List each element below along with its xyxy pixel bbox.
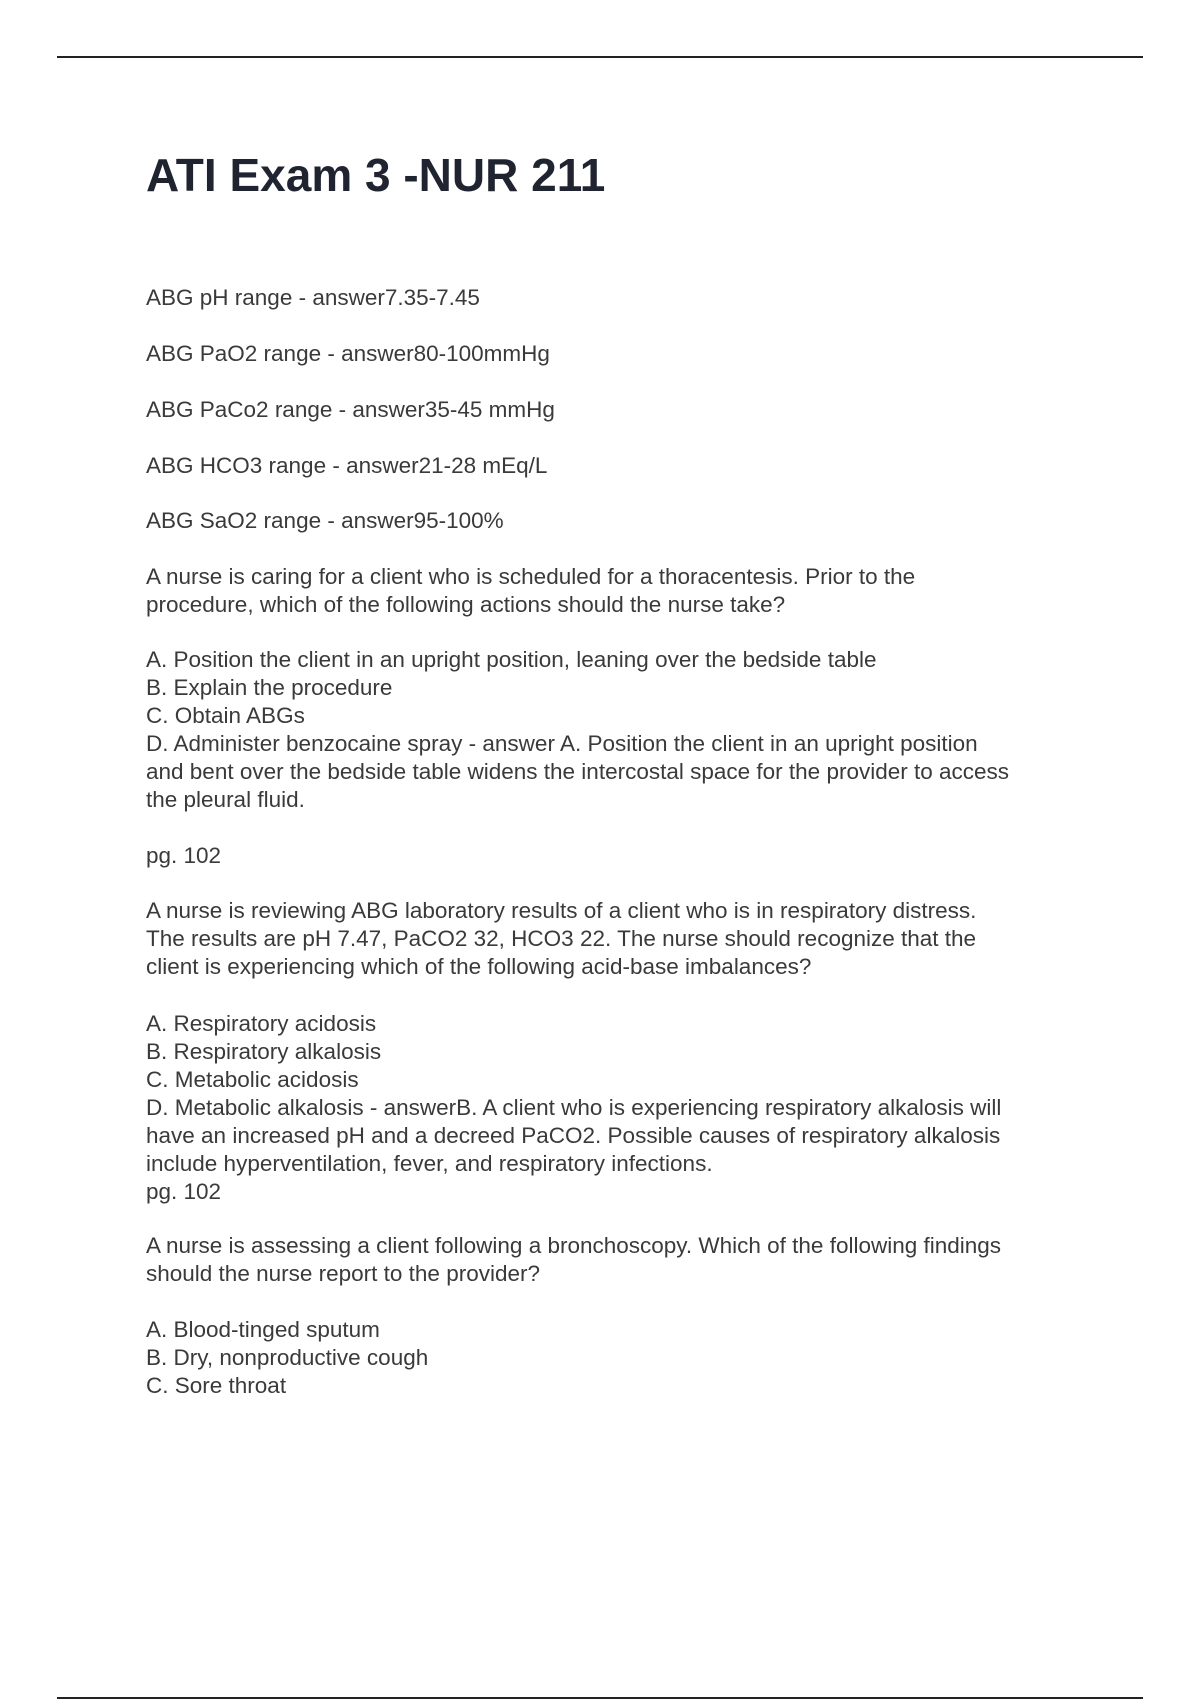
q1-option-a: A. Position the client in an upright position, leaning over the bedside table <box>146 647 877 672</box>
q1-option-d-line-1: D. Administer benzocaine spray - answer A. Position the client in an upright position <box>146 731 978 756</box>
q1-stem-line-2: procedure, which of the following actions should the nurse take? <box>146 592 786 617</box>
q1-stem-line-1: A nurse is caring for a client who is scheduled for a thoracentesis. Prior to the <box>146 564 916 589</box>
q2-stem-line-3: client is experiencing which of the following acid-base imbalances? <box>146 954 812 979</box>
q1-option-d-line-3: the pleural fluid. <box>146 787 305 812</box>
q3-stem-line-1: A nurse is assessing a client following a bronchoscopy. Which of the following findings <box>146 1233 1002 1258</box>
q3-option-a: A. Blood-tinged sputum <box>146 1317 380 1342</box>
q1-option-c: C. Obtain ABGs <box>146 703 305 728</box>
q2-option-d-line-3: include hyperventilation, fever, and respiratory infections. <box>146 1151 713 1176</box>
document-title: ATI Exam 3 -NUR 211 <box>146 149 606 201</box>
q2-option-b: B. Respiratory alkalosis <box>146 1039 382 1064</box>
top-rule <box>57 56 1143 58</box>
q1-page-ref: pg. 102 <box>146 843 222 868</box>
q1-option-d-line-2: and bent over the bedside table widens the intercostal space for the provider to access <box>146 759 1010 784</box>
q2-option-d-line-2: have an increased pH and a decreed PaCO2. Possible causes of respiratory alkalosis <box>146 1123 1001 1148</box>
range-pao2: ABG PaO2 range - answer80-100mmHg <box>146 341 550 366</box>
bottom-rule <box>57 1697 1143 1699</box>
q3-stem-line-2: should the nurse report to the provider? <box>146 1261 540 1286</box>
q2-option-a: A. Respiratory acidosis <box>146 1011 377 1036</box>
q2-option-c: C. Metabolic acidosis <box>146 1067 359 1092</box>
q2-stem-line-1: A nurse is reviewing ABG laboratory results of a client who is in respiratory distress. <box>146 898 977 923</box>
q2-option-d-line-1: D. Metabolic alkalosis - answerB. A client who is experiencing respiratory alkalosis will <box>146 1095 1002 1120</box>
q1-option-b: B. Explain the procedure <box>146 675 393 700</box>
range-ph: ABG pH range - answer7.35-7.45 <box>146 285 480 310</box>
q3-option-b: B. Dry, nonproductive cough <box>146 1345 429 1370</box>
q2-page-ref: pg. 102 <box>146 1179 222 1204</box>
range-paco2: ABG PaCo2 range - answer35-45 mmHg <box>146 397 555 422</box>
range-sao2: ABG SaO2 range - answer95-100% <box>146 508 504 533</box>
q2-stem-line-2: The results are pH 7.47, PaCO2 32, HCO3 22. The nurse should recognize that the <box>146 926 977 951</box>
range-hco3: ABG HCO3 range - answer21-28 mEq/L <box>146 453 548 478</box>
q3-option-c: C. Sore throat <box>146 1373 287 1398</box>
